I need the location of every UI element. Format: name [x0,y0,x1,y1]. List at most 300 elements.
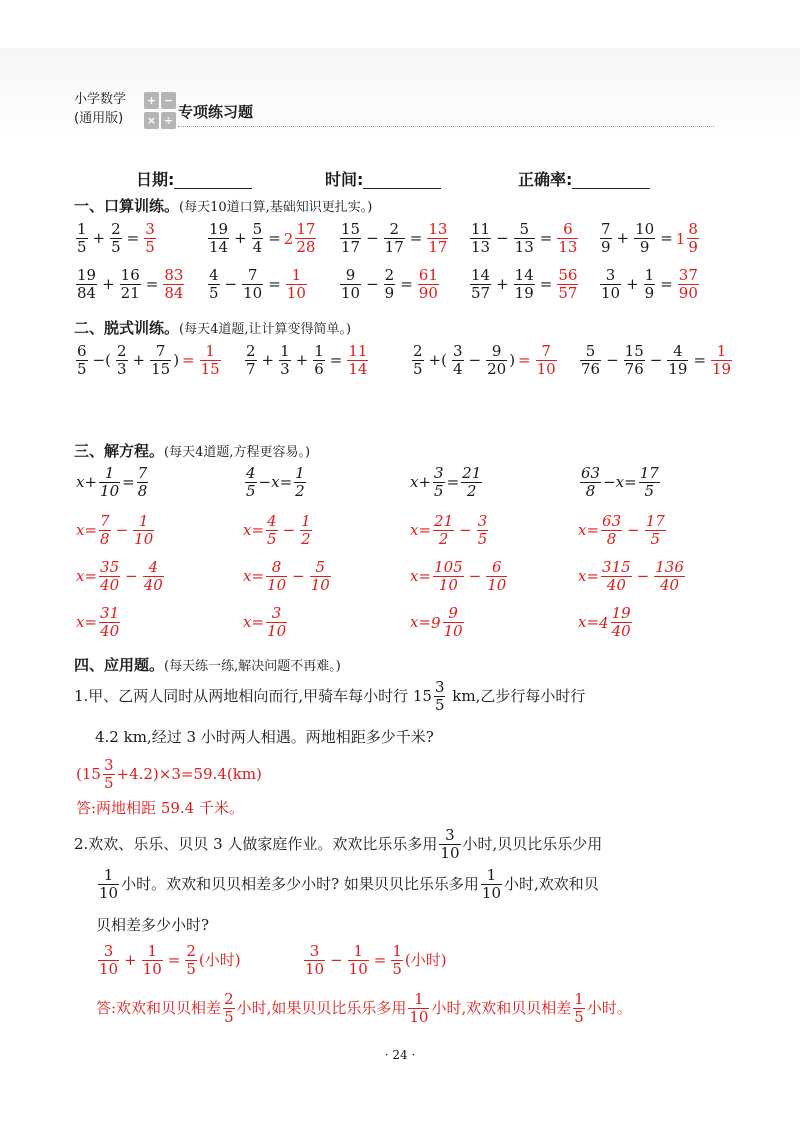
operator: + [261,350,275,369]
fraction [99,560,120,594]
equation-1-solution: x= $\frac{31}{40}$ [76,604,120,641]
operator: = [268,274,281,293]
date-label: 日期: [136,170,175,189]
section-title: 三、解方程。 [74,442,165,460]
fraction [116,344,128,378]
fraction [295,222,316,256]
fraction [514,268,535,302]
numerator: 6 [557,222,578,239]
section-title: 四、应用题。 [74,656,165,674]
numerator: 8 [266,560,287,577]
fraction [427,222,448,256]
denominator: 5 [209,284,219,303]
oral-item-4 [468,222,580,256]
numerator: 14 [514,266,534,284]
denominator: 14 [209,238,229,257]
numerator: 16 [120,266,140,284]
numerator: 7 [242,268,263,285]
denominator: 10 [438,576,458,595]
fraction [252,222,264,256]
oral-item-2 [206,222,318,256]
numerator: 5 [514,222,535,239]
fraction [477,514,489,548]
oral-item-1 [74,222,158,256]
equation-2-solution: x= $\frac{3}{10}$ [243,604,287,641]
numerator: 37 [678,266,698,284]
denominator: 10 [267,622,287,641]
fraction [470,268,491,302]
answer [283,220,319,257]
fraction [76,222,88,256]
denominator: 13 [558,238,578,257]
denominator: 10 [440,844,460,863]
operator: + [234,228,247,247]
operator: = [518,350,531,369]
fraction [687,222,699,256]
denominator: 9 [644,284,655,303]
denominator: 40 [611,622,631,641]
step-item-1: $\frac{6}{5}$ −( $\frac{2}{3}$ + $\frac{7}{15}$ ) = $\frac{1}{15}$ [77,342,220,379]
denominator: 40 [100,622,120,641]
numerator: 10 [635,220,655,238]
denominator: 8 [606,530,617,549]
fraction [486,560,507,594]
denominator: 5 [103,774,114,793]
fraction [654,560,685,594]
fraction [384,222,405,256]
fraction [150,344,171,378]
denominator: 9 [639,238,650,257]
fraction [412,344,424,378]
equation-4-solution: x=4 $\frac{19}{40}$ [578,604,631,641]
numerator: 4 [667,344,688,361]
numerator: 1 [77,220,87,238]
numerator: 17 [296,220,316,238]
operator: = [539,228,553,247]
numerator: 4 [246,464,256,482]
fraction [99,466,120,500]
denominator: 5 [145,238,155,257]
answer [142,220,158,257]
word-problem-1-answer: 答:两地相距 59.4 千米。 [76,799,244,817]
whole-part: 2 [283,229,294,248]
operator: + [124,950,137,969]
fraction [300,514,312,548]
fraction [143,560,164,594]
denominator: 90 [678,284,698,303]
fraction [433,466,445,500]
numerator: 83 [164,266,184,284]
operator: = [409,228,423,247]
date-blank[interactable] [174,172,252,189]
fraction [245,466,257,500]
operator: − [115,520,129,539]
numerator: 9 [486,344,507,361]
operator: − [459,520,472,539]
numerator: 1 [99,466,120,483]
operator: +( [428,350,447,369]
numerator: 9 [443,606,464,623]
operator: − [330,950,343,969]
operator-icons [144,92,176,130]
numerator: 4 [143,560,164,577]
denominator: 15 [200,360,220,379]
numerator: 3 [266,606,287,623]
denominator: 17 [341,238,361,257]
minus-icon: − [161,92,176,109]
accuracy-label: 正确率: [518,170,573,189]
fraction [245,344,257,378]
fraction [98,868,119,902]
numerator: 2 [116,342,127,360]
fraction [144,222,156,256]
numerator: 5 [252,220,263,238]
operator: − [468,350,482,369]
denominator: 8 [585,482,596,501]
time-label: 时间: [325,170,364,189]
word-problem-1-line-1: 1.甲、乙两人同时从两地相向而行,甲骑车每小时行 15 $\frac{3}{5}$ km,乙步行每小时行 [74,678,586,715]
denominator: 5 [224,1008,234,1027]
denominator: 10 [536,360,556,379]
fraction [242,268,263,302]
operator: + [616,228,630,247]
section-title: 一、口算训练。 [74,197,180,215]
fraction [310,560,331,594]
equation-1-step-1: x= $\frac{7}{8}$ − $\frac{1}{10}$ [76,512,154,549]
operator: = [182,350,195,369]
plus-icon: + [144,92,159,109]
numerator: 7 [150,344,171,361]
denominator: 5 [477,530,488,549]
denominator: 13 [514,238,534,257]
section-step-heading [74,317,351,338]
operator: + [132,350,146,369]
numerator: 1 [711,344,732,361]
denominator: 14 [348,360,368,379]
step-item-2 [243,344,370,378]
numerator: 3 [439,828,460,845]
denominator: 5 [574,1008,584,1027]
whole-part: 4 [599,613,609,632]
accuracy-field [518,167,650,190]
fraction [601,514,622,548]
answer [425,220,450,257]
fraction [678,268,699,302]
denominator: 5 [77,238,87,257]
whole-part: 1 [675,229,686,248]
denominator: 40 [660,576,680,595]
operator: = [167,950,181,969]
fraction [76,268,97,302]
equation-4-step-1: x= $\frac{63}{8}$ − $\frac{17}{5}$ [578,512,665,549]
operator: + [496,274,509,293]
numerator: 2 [186,942,196,960]
equation-2-step-2: x= $\frac{8}{10}$ − $\frac{5}{10}$ [243,558,330,595]
brand-line-2: (通用版) [74,111,124,126]
fraction [434,680,446,714]
fraction [470,222,491,256]
oral-item-9 [468,268,580,302]
numerator: 2 [111,220,121,238]
denominator: 5 [246,482,256,501]
equation-3-solution: x=9 $\frac{9}{10}$ [410,604,463,641]
fraction [340,222,361,256]
brand-line-1: 小学数学 [74,92,127,107]
numerator: 3 [600,268,621,285]
fraction [443,606,464,640]
fraction [340,268,361,302]
denominator: 90 [418,284,438,303]
numerator: 13 [428,220,448,238]
denominator: 10 [99,960,119,979]
operator: − [627,520,640,539]
fraction [667,344,688,378]
fraction [208,222,229,256]
numerator: 1 [574,990,584,1008]
denominator: 5 [434,696,445,715]
word-problem-2-line-2: $\frac{1}{10}$ 小时。欢欢和贝贝相差多少小时? 如果贝贝比乐乐多用 $\frac{1}{10}$ 小时,欢欢和贝 [99,866,599,903]
equation-2: $\frac{4}{5}$ −x= $\frac{1}{2}$ [246,464,305,501]
fraction [645,514,666,548]
denominator: 40 [143,576,163,595]
numerator: 1 [133,514,154,531]
denominator: 10 [243,284,263,303]
fraction [433,514,454,548]
numerator: 4 [267,512,277,530]
denominator: 7 [246,360,256,379]
numerator: 2 [413,342,423,360]
oral-item-3 [338,222,450,256]
denominator: 5 [434,482,444,501]
denominator: 10 [409,1008,429,1027]
divide-icon: ÷ [161,112,176,129]
denominator: 5 [186,960,196,979]
step-item-4 [578,344,734,378]
numerator: 31 [100,604,120,622]
equation-3: x+ $\frac{3}{5}$ = $\frac{21}{2}$ [410,464,482,501]
step-item-3: $\frac{2}{5}$ +( $\frac{3}{4}$ − $\frac{9}{20}$ ) = $\frac{7}{10}$ [413,342,556,379]
denominator: 84 [77,284,97,303]
fraction [304,944,325,978]
denominator: 2 [301,530,311,549]
numerator: 8 [688,220,698,238]
fraction [266,560,287,594]
series-title: 专项练习题 [178,103,254,121]
fraction [573,992,585,1026]
fraction [391,944,403,978]
fraction [439,828,460,862]
answer [347,344,368,378]
denominator: 10 [341,284,361,303]
numerator: 1 [286,268,307,285]
answer [676,266,701,303]
denominator: 9 [688,238,698,257]
numerator: 5 [580,344,601,361]
section-oral-heading [74,195,372,216]
fraction [481,868,502,902]
numerator: 2 [384,266,395,284]
accuracy-blank[interactable] [572,172,650,189]
numerator: 1 [301,512,311,530]
operator: + [102,274,115,293]
fraction [418,268,439,302]
denominator: 10 [286,284,306,303]
numerator: 2 [224,990,234,1008]
denominator: 10 [348,960,368,979]
denominator: 10 [601,284,621,303]
fraction [624,344,645,378]
numerator: 3 [434,464,444,482]
answer [416,266,441,303]
numerator: 3 [145,220,155,238]
numerator: 2 [384,222,405,239]
operator: = [126,228,140,247]
section-note: (每天练一练,解决问题不再难。) [164,659,341,674]
operator: − [649,350,663,369]
section-note: (每天10道口算,基础知识更扎实。) [179,200,373,215]
times-icon: × [144,112,159,129]
numerator: 5 [310,560,331,577]
denominator: 40 [606,576,626,595]
denominator: 5 [267,530,277,549]
denominator: 10 [99,884,119,903]
denominator: 6 [314,360,324,379]
denominator: 28 [296,238,316,257]
denominator: 19 [668,360,688,379]
equation-4-step-2: x= $\frac{315}{40}$ − $\frac{136}{40}$ [578,558,684,595]
answer [675,220,701,257]
word-problem-2-calc-1: $\frac{3}{10}$ + $\frac{1}{10}$ = $\frac{2}{5}$ (小时) [99,942,241,979]
numerator: 1 [200,344,221,361]
operator: = [660,274,673,293]
denominator: 10 [142,960,162,979]
numerator: 11 [348,342,368,360]
denominator: 19 [712,360,732,379]
numerator: 3 [434,678,445,696]
fraction [580,344,601,378]
equation-4: $\frac{63}{8}$ −x= $\frac{17}{5}$ [581,464,659,501]
denominator: 76 [581,360,601,379]
answer [536,344,557,378]
fraction [514,222,535,256]
operator: − [636,566,650,585]
numerator: 21 [434,512,454,530]
fraction [313,344,325,378]
denominator: 17 [428,238,448,257]
numerator: 21 [462,464,482,482]
fraction [208,268,220,302]
operator: − [125,566,138,585]
fraction [348,944,369,978]
denominator: 10 [305,960,325,979]
numerator: 136 [655,558,684,576]
fraction [223,992,235,1026]
numerator: 19 [77,266,97,284]
denominator: 10 [100,482,120,501]
fraction [142,944,163,978]
answer [555,266,580,303]
numerator: 63 [581,464,601,482]
numerator: 14 [471,266,491,284]
denominator: 10 [134,530,154,549]
page-number: · 24 · [384,1048,416,1062]
numerator: 1 [348,944,369,961]
fraction [294,466,306,500]
time-blank[interactable] [363,172,441,189]
word-problem-2-answer: 答:欢欢和贝贝相差 $\frac{2}{5}$ 小时,如果贝贝比乐乐多用 $\frac{1}{10}$ 小时,欢欢和贝贝相差 $\frac{1}{5}$ 小时。 [96,990,632,1027]
fraction [99,514,111,548]
denominator: 17 [384,238,404,257]
numerator: 3 [304,944,325,961]
denominator: 13 [471,238,491,257]
denominator: 5 [111,238,121,257]
fraction [557,268,578,302]
numerator: 7 [100,512,110,530]
fraction [639,466,660,500]
numerator: 3 [452,342,463,360]
denominator: 2 [438,530,449,549]
section-word-heading [74,654,341,675]
numerator: 1 [481,868,502,885]
numerator: 56 [558,266,578,284]
fraction [279,344,291,378]
word-problem-2-calc-2: $\frac{3}{10}$ − $\frac{1}{10}$ = $\frac{1}{5}$ (小时) [305,942,447,979]
denominator: 8 [100,530,110,549]
denominator: 10 [487,576,507,595]
equation-1: x+ $\frac{1}{10}$ = $\frac{7}{8}$ [76,464,148,501]
denominator: 4 [252,238,263,257]
denominator: 3 [116,360,127,379]
operator: + [295,350,309,369]
answer [284,266,309,303]
operator: − [496,228,509,247]
fraction [384,268,396,302]
fraction [408,992,429,1026]
denominator: 76 [624,360,644,379]
numerator: 1 [408,992,429,1009]
numerator: 63 [602,512,622,530]
section-title: 二、脱式训练。 [74,319,180,337]
fraction [163,268,184,302]
numerator: 105 [434,558,463,576]
fraction [600,222,612,256]
numerator: 1 [644,266,655,284]
operator: − [282,520,296,539]
word-problem-1-line-2: 4.2 km,经过 3 小时两人相遇。两地相距多少千米? [95,728,434,746]
numerator: 1 [295,464,305,482]
fraction [433,560,464,594]
fraction [286,268,307,302]
fraction [120,268,141,302]
operator: − [292,566,305,585]
whole-part: 9 [431,613,441,632]
oral-item-5 [598,222,701,256]
fraction [266,606,287,640]
numerator: 7 [601,220,611,238]
operator: = [145,274,159,293]
denominator: 57 [558,284,578,303]
numerator: 15 [341,220,361,238]
section-note: (每天4道题,让计算变得简单。) [179,322,352,337]
numerator: 9 [340,268,361,285]
fraction [98,944,119,978]
fraction [99,606,120,640]
oral-item-8 [338,268,441,302]
numerator: 3 [477,512,488,530]
brand-block [74,90,144,128]
denominator: 40 [100,576,120,595]
fraction [601,560,632,594]
